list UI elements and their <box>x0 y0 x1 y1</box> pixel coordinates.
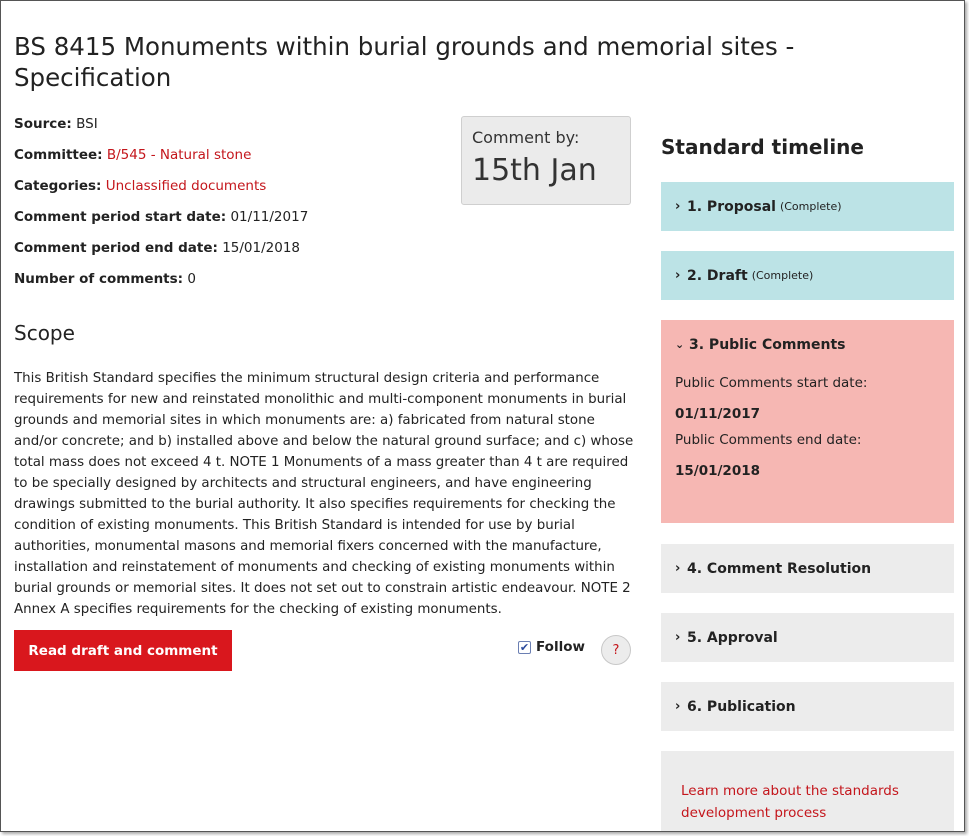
timeline-heading: Standard timeline <box>661 135 864 159</box>
start-date-value: 01/11/2017 <box>230 209 309 225</box>
standard-meta <box>14 115 454 301</box>
comment-by-date: 15th Jan <box>472 153 597 188</box>
stage-public-comments <box>661 320 954 523</box>
meta-comment-count <box>14 270 454 301</box>
scope-heading: Scope <box>14 321 75 345</box>
learn-more-link[interactable]: Learn more about the standards development process <box>681 783 899 821</box>
stage-status: (Complete) <box>779 200 842 213</box>
comment-by-box <box>461 116 631 205</box>
page-title: BS 8415 Monuments within burial grounds and memorial sites - Specification <box>14 32 795 92</box>
comment-count-value: 0 <box>187 271 196 287</box>
public-comments-start-label: Public Comments start date: <box>675 375 868 391</box>
categories-link[interactable]: Unclassified documents <box>105 178 267 194</box>
start-date-label: Comment period start date: <box>14 209 227 225</box>
read-draft-button[interactable]: Read draft and comment <box>14 630 232 671</box>
meta-end-date <box>14 239 454 270</box>
stage-approval[interactable] <box>661 613 954 662</box>
end-date-label: Comment period end date: <box>14 240 218 256</box>
meta-categories <box>14 177 454 208</box>
categories-label: Categories: <box>14 178 102 194</box>
public-comments-end-label: Public Comments end date: <box>675 432 862 448</box>
stage-proposal[interactable] <box>661 182 954 231</box>
stage-label: 3. Public Comments <box>689 336 846 353</box>
stage-label: 1. Proposal <box>687 198 776 215</box>
chevron-right-icon: › <box>675 630 681 645</box>
stage-public-comments-header[interactable] <box>675 320 940 369</box>
chevron-down-icon: ⌄ <box>675 338 685 351</box>
meta-start-date <box>14 208 454 239</box>
question-icon[interactable]: ? <box>601 635 631 665</box>
committee-label: Committee: <box>14 147 103 163</box>
follow-label: Follow <box>536 639 585 655</box>
stage-label: 6. Publication <box>687 698 796 715</box>
checkbox-checked-icon[interactable]: ✔ <box>519 640 530 654</box>
meta-source <box>14 115 454 146</box>
learn-more-box <box>661 751 954 832</box>
stage-draft[interactable] <box>661 251 954 300</box>
public-comments-start-value: 01/11/2017 <box>675 406 761 422</box>
stage-comment-resolution[interactable] <box>661 544 954 593</box>
source-value: BSI <box>76 116 98 132</box>
source-label: Source: <box>14 116 72 132</box>
stage-publication[interactable] <box>661 682 954 731</box>
stage-status: (Complete) <box>751 269 814 282</box>
stage-label: 5. Approval <box>687 629 778 646</box>
scope-text: This British Standard specifies the minimum structural design criteria and performance requirements for new and reinstated monolithic and multi-component monuments in burial grounds and memorial sites in which monuments are: a) fabricated from natural stone and/or concrete; and b) installed above and below the natural ground surface; and c) whose total mass does not exceed 4 t. NOTE 1 Monuments of a mass greater than 4 t are required to be specially designed by architects and structural engineers, and have engineering drawings submitted to the burial authority. It also specifies requirements for checking the condition of existing monuments. This British Standard is intended for use by burial authorities, monumental masons and memorial fixers concerned with the manufacture, installation and reinstatement of monuments and checking of existing monuments within burial grounds or memorial sites. It does not set out to constrain artistic endeavour. NOTE 2 Annex A specifies requirements for the checking of existing monuments. <box>14 371 634 617</box>
comment-count-label: Number of comments: <box>14 271 184 287</box>
follow-toggle[interactable] <box>518 639 585 655</box>
comment-by-label: Comment by: <box>472 128 580 147</box>
stage-label: 2. Draft <box>687 267 748 284</box>
chevron-right-icon: › <box>675 199 681 214</box>
committee-link[interactable]: B/545 - Natural stone <box>106 147 252 163</box>
chevron-right-icon: › <box>675 268 681 283</box>
stage-label: 4. Comment Resolution <box>687 560 872 577</box>
chevron-right-icon: › <box>675 561 681 576</box>
chevron-right-icon: › <box>675 699 681 714</box>
end-date-value: 15/01/2018 <box>222 240 301 256</box>
public-comments-end-value: 15/01/2018 <box>675 463 761 479</box>
meta-committee <box>14 146 454 177</box>
